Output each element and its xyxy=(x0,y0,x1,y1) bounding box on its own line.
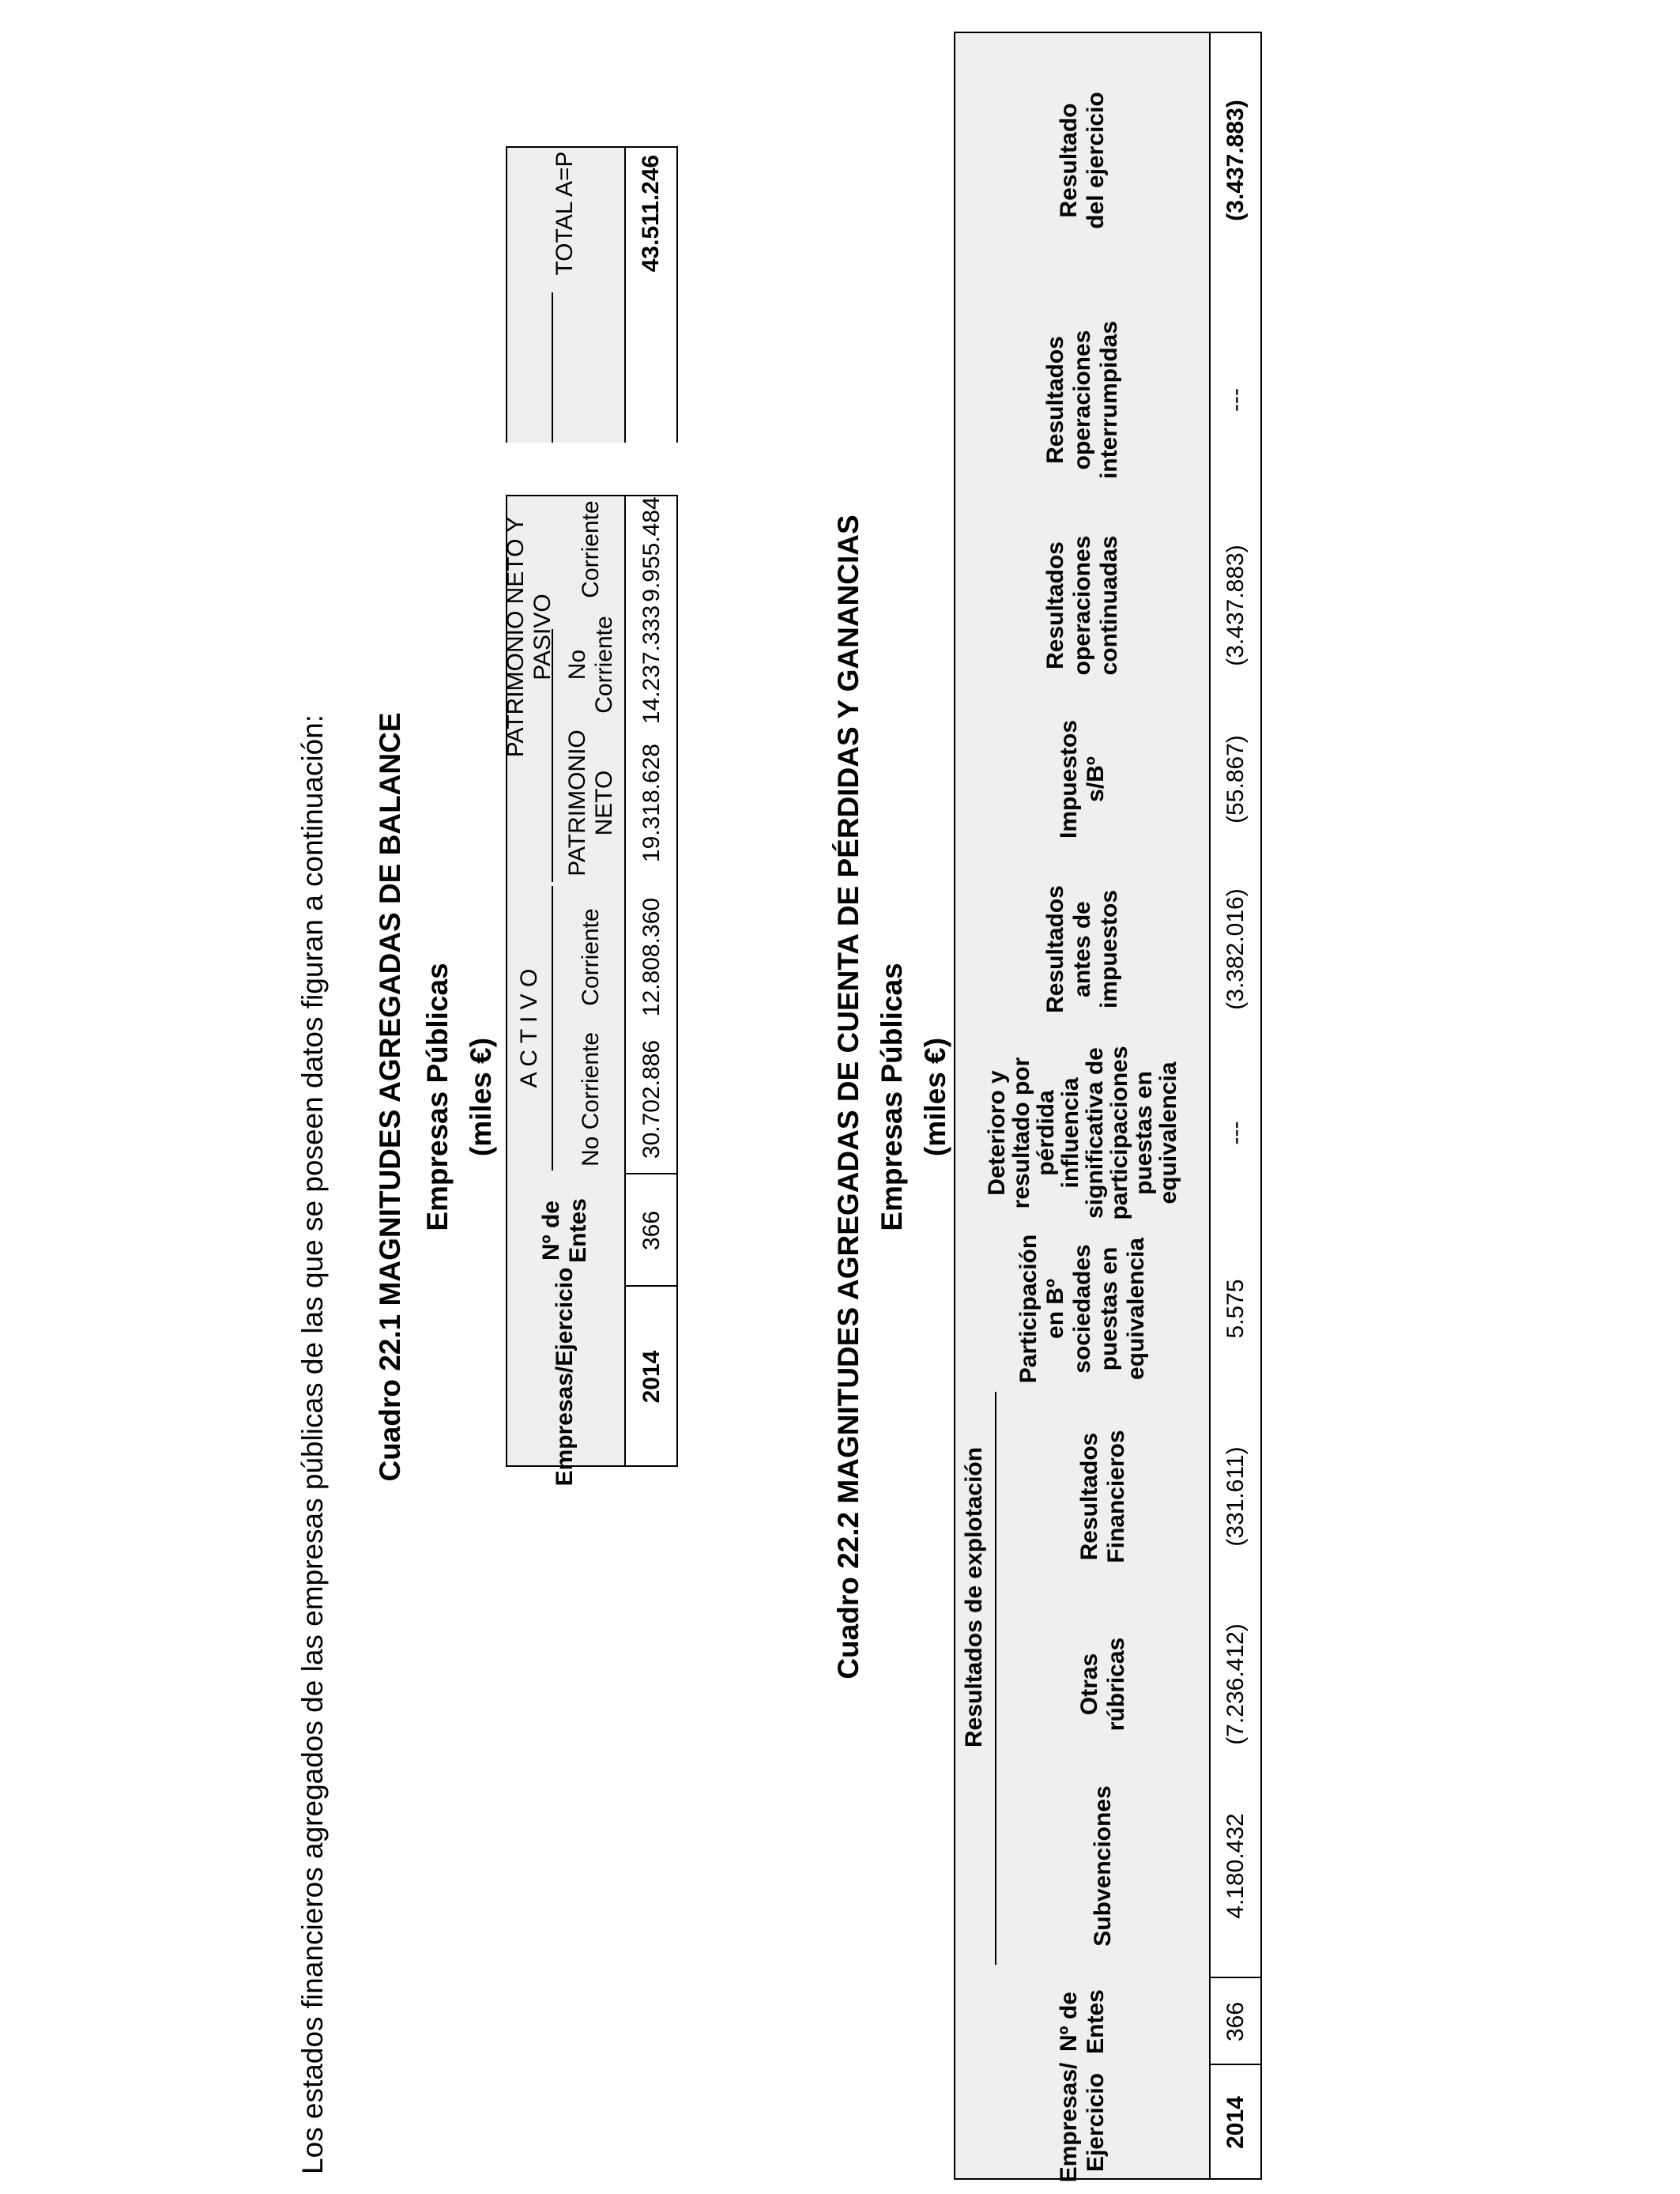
table2-cell-continuadas: (3.437.883) xyxy=(1222,545,1249,666)
table1-subtitle: Empresas Públicas xyxy=(421,963,454,1231)
table1-header-activo: A C T I V O xyxy=(516,968,542,1088)
table1-header-total: TOTAL A=P xyxy=(552,151,578,276)
table2-header-antes-impuestos: Resultados antes de impuestos xyxy=(1042,885,1122,1013)
table2-header-empresas-ejercicio: Empresas/ Ejercicio xyxy=(1055,2062,1109,2183)
table1-title: Cuadro 22.1 MAGNITUDES AGREGADAS DE BALANCE xyxy=(374,712,406,1482)
table2-header-resultados-financieros: Resultados Financieros xyxy=(1075,1430,1129,1563)
table1-cell-activo-corriente: 12.808.360 xyxy=(638,897,665,1017)
table2-cell-interrumpidas: --- xyxy=(1222,388,1249,412)
table1-header-activo-corriente: Corriente xyxy=(577,908,604,1006)
table2-cell-n-entes: 366 xyxy=(1222,2001,1249,2042)
table1-total-wrapper xyxy=(506,126,678,443)
table2-cell-resultados-financieros: (331.611) xyxy=(1222,1446,1249,1547)
table1-cell-pasivo-no-corriente: 14.237.333 xyxy=(638,605,665,725)
table2-header-continuadas: Resultados operaciones continuadas xyxy=(1042,535,1122,676)
table1-cell-pasivo-corriente: 9.955.484 xyxy=(638,496,665,602)
table1-units: (miles €) xyxy=(465,1037,497,1157)
table2-cell-subvenciones: 4.180.432 xyxy=(1222,1813,1249,1919)
table1-header-n-entes: Nº de Entes xyxy=(538,1198,591,1263)
table2-header-otras-rubricas: Otras rúbricas xyxy=(1075,1637,1129,1732)
table2-units: (miles €) xyxy=(919,1037,951,1157)
table2-header-impuestos: Impuestos s/Bº xyxy=(1055,719,1109,839)
table2-cell-participacion: 5.575 xyxy=(1222,1279,1249,1339)
table1-header-pasivo-no-corriente: No Corriente xyxy=(563,616,617,714)
table1-header-patrimonio-neto: PATRIMONIO NETO xyxy=(563,729,617,876)
table1-header-pasivo-corriente: Corriente xyxy=(577,500,604,598)
table1-patrimonio-underline-tail xyxy=(552,292,553,443)
table1-cell-total: 43.511.246 xyxy=(638,154,664,273)
table1-header-patrimonio-pasivo: PATRIMONIO NETO Y PASIVO xyxy=(503,516,556,758)
table1-header-empresas-ejercicio: Empresas/Ejercicio xyxy=(552,1267,578,1487)
table2-title: Cuadro 22.2 MAGNITUDES AGREGADAS DE CUENTA DE PÉRDIDAS Y GANANCIAS xyxy=(832,515,864,1679)
table2-header-resultados-explotacion: Resultados de explotación xyxy=(961,1446,987,1747)
table1-cell-activo-no-corriente: 30.702.886 xyxy=(638,1039,665,1159)
table1-cell-patrimonio-neto: 19.318.628 xyxy=(638,743,665,863)
table2-header-participacion: Participación en Bº sociedades puestas en equivalencia xyxy=(1015,1234,1149,1384)
table2-header-n-entes: Nº de Entes xyxy=(1055,1989,1109,2054)
table2-cell-antes-impuestos: (3.382.016) xyxy=(1222,888,1249,1010)
table2-header-interrumpidas: Resultados operaciones interrumpidas xyxy=(1042,320,1122,480)
table2-cell-ejercicio: 2014 xyxy=(1222,2096,1249,2149)
table2-header-resultado-ejercicio: Resultado del ejercicio xyxy=(1055,92,1109,229)
table1-header-activo-no-corriente: No Corriente xyxy=(577,1031,604,1167)
intro-text: Los estados financieros agregados de las empresas públicas de las que se poseen datos figuran a continuación: xyxy=(296,714,329,2174)
table2-header-deterioro: Deterioro y resultado por pérdida influencia significativa de participaciones puestas en equivalencia xyxy=(983,1046,1181,1220)
table2-cell-resultado-ejercicio: (3.437.883) xyxy=(1222,100,1249,221)
table1-cell-ejercicio: 2014 xyxy=(638,1350,665,1404)
table2-subtitle: Empresas Públicas xyxy=(876,963,908,1231)
table1-cell-n-entes: 366 xyxy=(638,1210,665,1251)
table2-wrapper xyxy=(954,32,1262,2183)
table2-cell-impuestos: (55.867) xyxy=(1222,735,1249,824)
table2-cell-otras-rubricas: (7.236.412) xyxy=(1222,1623,1249,1745)
table2-cell-deterioro: --- xyxy=(1222,1121,1249,1145)
table2-header-subvenciones: Subvenciones xyxy=(1089,1785,1116,1947)
